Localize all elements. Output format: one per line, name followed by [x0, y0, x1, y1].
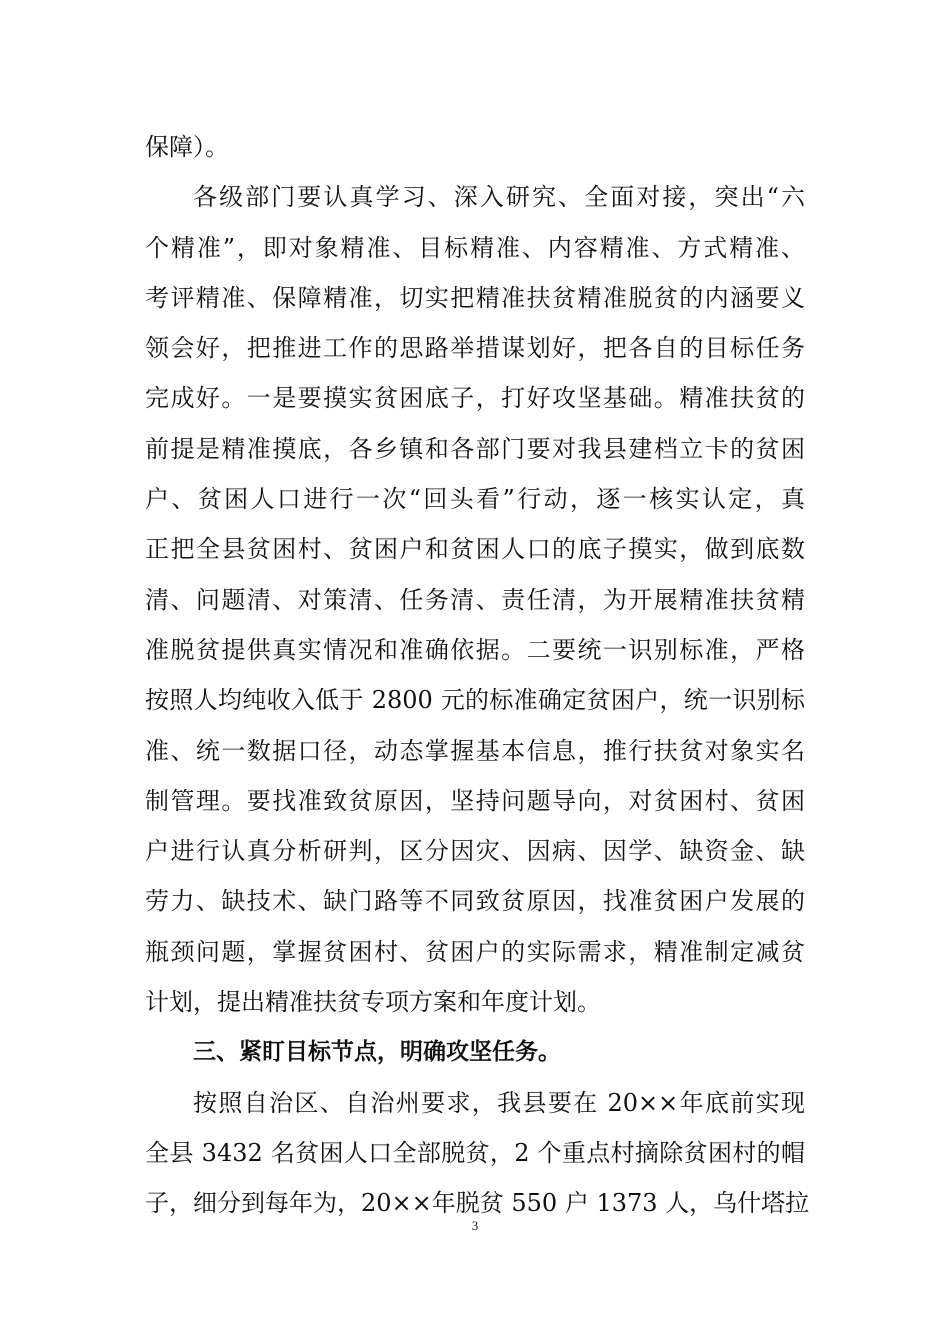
- text-line: 准、统一数据口径，动态掌握基本信息，推行扶贫对象实名: [145, 736, 805, 765]
- text-line: 计划，提出精准扶贫专项方案和年度计划。: [145, 988, 601, 1017]
- text-line: 按照人均纯收入低于 2800 元的标准确定贫困户，统一识别标: [145, 686, 805, 715]
- text-line: 户、贫困人口进行一次“回头看”行动，逐一核实认定，真: [145, 485, 805, 514]
- text-line: 保障）。: [145, 133, 229, 161]
- text-line: 瓶颈问题，掌握贫困村、贫困户的实际需求，精准制定减贫: [145, 937, 805, 966]
- text-line: 考评精准、保障精准，切实把精准扶贫精准脱贫的内涵要义: [145, 283, 805, 312]
- section-heading: 三、紧盯目标节点，明确攻坚任务。: [193, 1039, 561, 1066]
- text-line: 全县 3432 名贫困人口全部脱贫，2 个重点村摘除贫困村的帽: [145, 1138, 805, 1167]
- text-line: 个精准”，即对象精准、目标精准、内容精准、方式精准、: [145, 233, 805, 262]
- text-line: 制管理。要找准致贫原因，坚持问题导向，对贫困村、贫困: [145, 786, 805, 815]
- text-line: 户进行认真分析研判，区分因灾、因病、因学、缺资金、缺: [145, 837, 805, 866]
- text-line: 完成好。一是要摸实贫困底子，打好攻坚基础。精准扶贫的: [145, 384, 805, 413]
- paragraph-first-line: 各级部门要认真学习、深入研究、全面对接，突出“六: [193, 183, 805, 212]
- text-line: 准脱贫提供真实情况和准确依据。二要统一识别标准，严格: [145, 635, 805, 664]
- text-line: 清、问题清、对策清、任务清、责任清，为开展精准扶贫精: [145, 585, 805, 614]
- text-line: 劳力、缺技术、缺门路等不同致贫原因，找准贫困户发展的: [145, 887, 805, 916]
- text-line: 正把全县贫困村、贫困户和贫困人口的底子摸实，做到底数: [145, 535, 805, 564]
- page-number: 3: [471, 1218, 479, 1233]
- body-text: [145, 122, 810, 1229]
- text-line: 子，细分到每年为，20××年脱贫 550 户 1373 人，乌什塔拉: [145, 1189, 810, 1218]
- paragraph-first-line: 按照自治区、自治州要求，我县要在 20××年底前实现: [193, 1088, 805, 1117]
- text-line: 前提是精准摸底，各乡镇和各部门要对我县建档立卡的贫困: [145, 434, 805, 463]
- text-line: 领会好，把推进工作的思路举措谋划好，把各自的目标任务: [145, 334, 805, 363]
